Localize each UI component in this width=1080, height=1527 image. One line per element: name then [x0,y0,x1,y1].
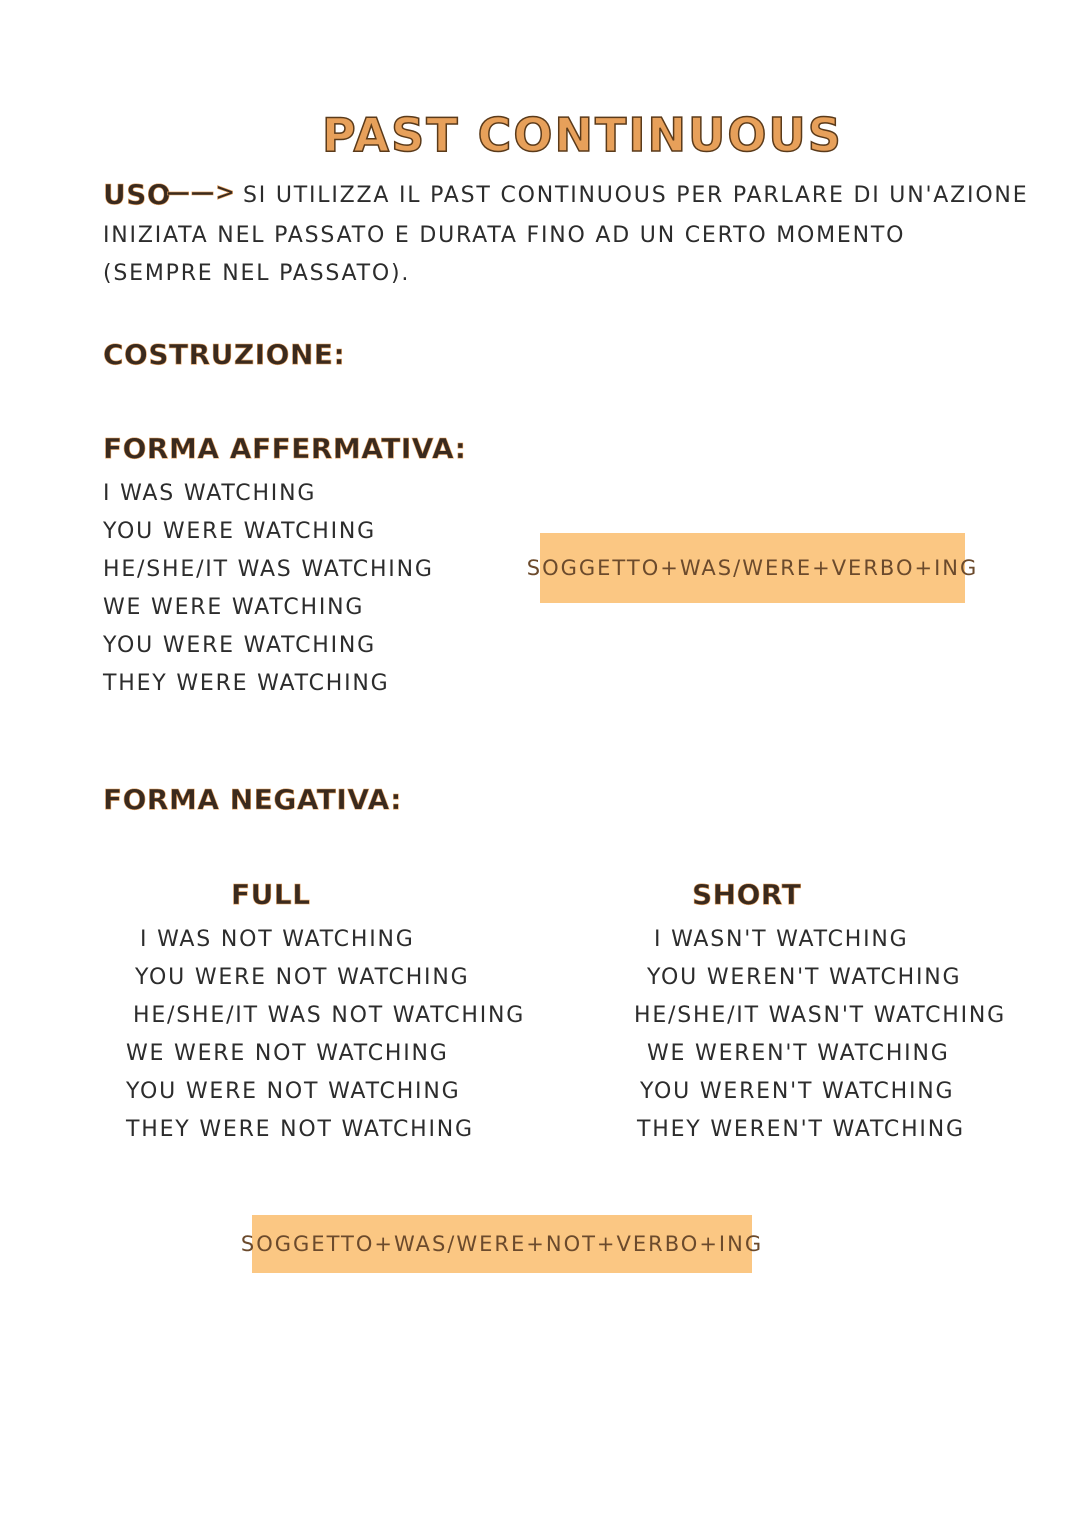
list-item: HE/SHE/IT WAS NOT WATCHING [133,1003,526,1028]
list-item: HE/SHE/IT WASN'T WATCHING [634,1003,1007,1028]
full-list [126,921,525,1149]
uso-description-line-3: (SEMPRE NEL PASSATO). [103,261,411,286]
full-heading: FULL [231,878,311,911]
list-item: I WAS WATCHING [103,481,317,506]
uso-label: USO [103,178,172,211]
affermativa-heading: FORMA AFFERMATIVA: [103,432,467,465]
page-title: PAST CONTINUOUS [322,108,843,162]
list-item: YOU WEREN'T WATCHING [647,965,962,990]
list-item: THEY WERE NOT WATCHING [126,1117,474,1142]
list-item: THEY WEREN'T WATCHING [637,1117,965,1142]
affermativa-list [103,475,434,703]
negativa-formula-box [240,1215,764,1273]
short-heading: SHORT [692,878,802,911]
list-item: YOU WERE NOT WATCHING [135,965,470,990]
list-item: I WASN'T WATCHING [654,927,909,952]
short-list [634,921,1006,1149]
list-item: WE WERE NOT WATCHING [126,1041,449,1066]
list-item: YOU WERE NOT WATCHING [126,1079,461,1104]
list-item: THEY WERE WATCHING [103,671,390,696]
uso-description-line-1: SI UTILIZZA IL PAST CONTINUOUS PER PARLARE DI UN'AZIONE [243,183,1029,208]
arrow-icon: ——> [166,178,236,206]
list-item: I WAS NOT WATCHING [140,927,415,952]
uso-description-line-2: INIZIATA NEL PASSATO E DURATA FINO AD UN CERTO MOMENTO [103,223,906,248]
costruzione-heading: COSTRUZIONE: [103,338,346,371]
affermativa-formula-box [526,533,979,603]
list-item: YOU WERE WATCHING [103,519,377,544]
affermativa-formula: SOGGETTO+WAS/WERE+VERBO+ING [526,556,979,580]
list-item: YOU WEREN'T WATCHING [640,1079,955,1104]
negativa-formula: SOGGETTO+WAS/WERE+NOT+VERBO+ING [240,1232,764,1256]
list-item: WE WERE WATCHING [103,595,365,620]
list-item: WE WEREN'T WATCHING [647,1041,950,1066]
list-item: HE/SHE/IT WAS WATCHING [103,557,434,582]
list-item: YOU WERE WATCHING [103,633,377,658]
negativa-heading: FORMA NEGATIVA: [103,783,402,816]
